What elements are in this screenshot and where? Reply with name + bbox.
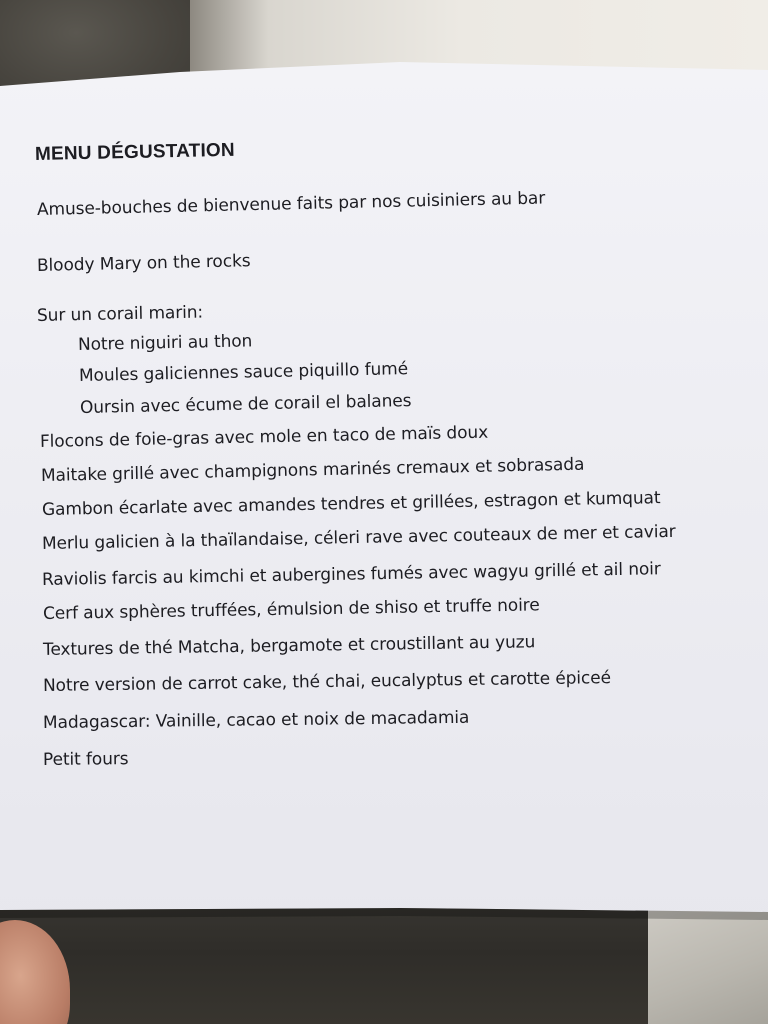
menu-item: Raviolis farcis au kimchi et aubergines fumés avec wagyu grillé et ail noir xyxy=(41,559,661,590)
menu-subitem: Moules galiciennes sauce piquillo fumé xyxy=(78,359,409,386)
menu-item: Petit fours xyxy=(42,749,129,770)
menu-item: Notre version de carrot cake, thé chai, eucalyptus et carotte épiceé xyxy=(42,668,612,696)
menu-item: Flocons de foie-gras avec mole en taco de maïs doux xyxy=(39,422,489,452)
menu-item: Sur un corail marin: xyxy=(36,302,204,326)
menu-item: Madagascar: Vainille, cacao et noix de macadamia xyxy=(42,707,470,733)
menu-item: Textures de thé Matcha, bergamote et croustillant au yuzu xyxy=(42,632,536,660)
menu-item: Merlu galicien à la thaïlandaise, céleri rave avec couteaux de mer et caviar xyxy=(41,521,676,554)
menu-item: Cerf aux sphères truffées, émulsion de shiso et truffe noire xyxy=(42,595,540,624)
menu-item: Amuse-bouches de bienvenue faits par nos cuisiniers au bar xyxy=(36,188,546,220)
menu-item: Maitake grillé avec champignons marinés cremaux et sobrasada xyxy=(40,454,585,486)
menu-title: MENU DÉGUSTATION xyxy=(34,139,236,165)
menu-item: Gambon écarlate avec amandes tendres et grillées, estragon et kumquat xyxy=(41,488,661,520)
menu-item: Bloody Mary on the rocks xyxy=(36,251,251,276)
menu-subitem: Notre niguiri au thon xyxy=(77,331,253,355)
menu-subitem: Oursin avec écume de corail el balanes xyxy=(79,391,412,418)
